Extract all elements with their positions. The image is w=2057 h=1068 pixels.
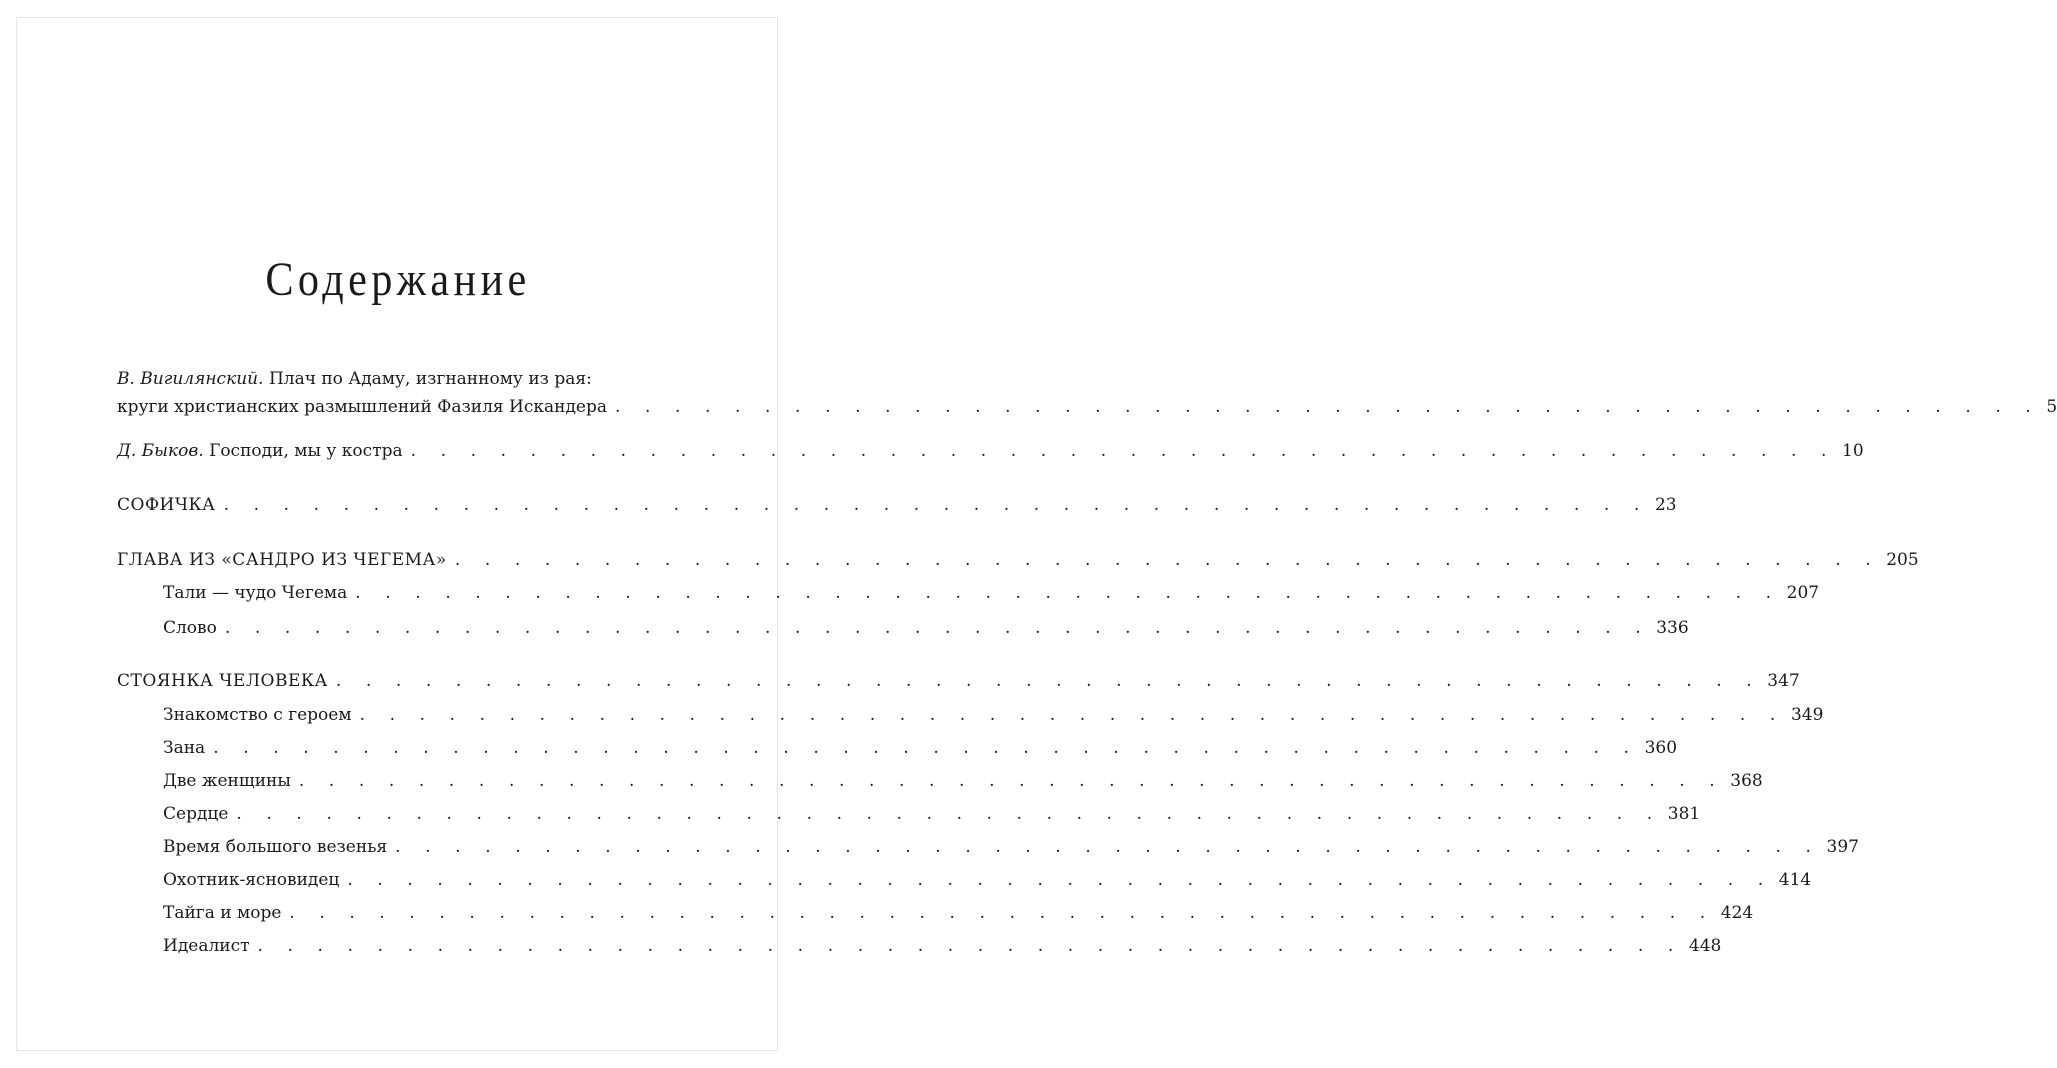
toc-title: Время большого везенья <box>163 837 388 857</box>
toc-leader-dots: . . . . . . . . . . . . . . . . . . . . . . . . . . . . . . . . . . . . . . . . . . . . . . . . <box>615 397 2041 417</box>
toc-leader-dots: . . . . . . . . . . . . . . . . . . . . . . . . . . . . . . . . . . . . . . . . . . . . . . . . <box>395 837 1821 857</box>
toc-page-number: 10 <box>1842 441 1864 461</box>
toc-leader-dots: . . . . . . . . . . . . . . . . . . . . . . . . . . . . . . . . . . . . . . . . . . . . . . . . <box>359 705 1785 725</box>
toc-page-number: 360 <box>1644 738 1678 758</box>
toc-title: СОФИЧКА <box>117 495 216 515</box>
toc-title: Знакомство с героем <box>163 705 352 725</box>
toc-page-number: 368 <box>1730 771 1763 791</box>
toc-page-number: 448 <box>1688 936 1722 956</box>
toc-subentry[interactable] <box>163 770 1763 792</box>
toc-leader-dots: . . . . . . . . . . . . . . . . . . . . . . . . . . . . . . . . . . . . . . . . . . . . . . . . <box>355 583 1781 603</box>
toc-leader-dots: . . . . . . . . . . . . . . . . . . . . . . . . . . . . . . . . . . . . . . . . . . . . . . . . <box>410 441 1836 461</box>
toc-page-number: 424 <box>1720 903 1754 923</box>
toc-title-continued: круги христианских размышлений Фазиля Искандера <box>117 397 608 417</box>
toc-entry-stoyanka[interactable] <box>117 670 1800 692</box>
toc-page-number: 381 <box>1667 804 1701 824</box>
toc-title: СТОЯНКА ЧЕЛОВЕКА <box>117 671 328 691</box>
toc-leader-dots: . . . . . . . . . . . . . . . . . . . . . . . . . . . . . . . . . . . . . . . . . . . . . . . . <box>289 903 1715 923</box>
toc-title: ГЛАВА ИЗ «САНДРО ИЗ ЧЕГЕМА» <box>117 550 447 570</box>
toc-subentry[interactable] <box>163 617 1689 639</box>
toc-title: Тайга и море <box>163 903 282 923</box>
toc-title: Господи, мы у костра <box>209 441 403 461</box>
toc-page-number: 5 <box>2046 397 2057 417</box>
toc-leader-dots: . . . . . . . . . . . . . . . . . . . . . . . . . . . . . . . . . . . . . . . . . . . . . . . . <box>213 738 1639 758</box>
toc-page-number: 347 <box>1767 671 1800 691</box>
toc-leader-dots: . . . . . . . . . . . . . . . . . . . . . . . . . . . . . . . . . . . . . . . . . . . . . . . . <box>335 671 1762 691</box>
toc-entry-line-2 <box>117 396 2057 418</box>
toc-entry-text <box>117 440 403 462</box>
toc-leader-dots: . . . . . . . . . . . . . . . . . . . . . . . . . . . . . . . . . . . . . . . . . . . . . . . . <box>224 618 1651 638</box>
toc-leader-dots: . . . . . . . . . . . . . . . . . . . . . . . . . . . . . . . . . . . . . . . . . . . . . . . . <box>257 936 1683 956</box>
toc-page-number: 205 <box>1886 550 1919 570</box>
toc-page-number: 207 <box>1786 583 1820 603</box>
toc-leader-dots: . . . . . . . . . . . . . . . . . . . . . . . . . . . . . . . . . . . . . . . . . . . . . . . . <box>454 550 1881 570</box>
toc-page-number: 23 <box>1654 495 1677 515</box>
toc-subentry[interactable] <box>163 869 1812 891</box>
toc-entry-bykov[interactable] <box>117 440 1864 462</box>
toc-leader-dots: . . . . . . . . . . . . . . . . . . . . . . . . . . . . . . . . . . . . . . . . . . . . . . . . <box>298 771 1725 791</box>
toc-subentry[interactable] <box>163 582 1820 604</box>
toc-title: Охотник-ясновидец <box>163 870 340 890</box>
toc-subentry[interactable] <box>163 902 1754 924</box>
toc-title: Слово <box>163 618 217 638</box>
toc-subentry[interactable] <box>163 803 1701 825</box>
toc-entry-sofichka[interactable] <box>117 494 1677 516</box>
toc-page-number: 336 <box>1656 618 1689 638</box>
toc-title: Сердце <box>163 804 229 824</box>
toc-entry-line-1 <box>117 368 716 390</box>
toc-title: Тали — чудо Чегема <box>163 583 348 603</box>
toc-title: Плач по Адаму, изгнанному из рая: <box>268 369 592 389</box>
toc-leader-dots: . . . . . . . . . . . . . . . . . . . . . . . . . . . . . . . . . . . . . . . . . . . . . . . . <box>223 495 1649 515</box>
toc-subentry[interactable] <box>163 836 1859 858</box>
toc-entry-vigilyansky[interactable] <box>117 368 2057 418</box>
toc-page-number: 414 <box>1778 870 1812 890</box>
toc-title: Идеалист <box>163 936 250 956</box>
toc-author: Д. Быков. <box>117 441 204 461</box>
toc-leader-dots: . . . . . . . . . . . . . . . . . . . . . . . . . . . . . . . . . . . . . . . . . . . . . . . . <box>236 804 1662 824</box>
page-title: Содержание <box>265 253 531 306</box>
toc-leader-dots: . . . . . . . . . . . . . . . . . . . . . . . . . . . . . . . . . . . . . . . . . . . . . . . . <box>347 870 1773 890</box>
toc-entry-sandro[interactable] <box>117 549 1919 571</box>
toc-page-number: 397 <box>1826 837 1859 857</box>
toc-page-number: 349 <box>1790 705 1824 725</box>
toc-title: Зана <box>163 738 206 758</box>
toc-subentry[interactable] <box>163 704 1824 726</box>
toc-author: В. Вигилянский. <box>117 369 264 389</box>
toc-subentry[interactable] <box>163 935 1722 957</box>
toc-subentry[interactable] <box>163 737 1678 759</box>
toc-title: Две женщины <box>163 771 291 791</box>
